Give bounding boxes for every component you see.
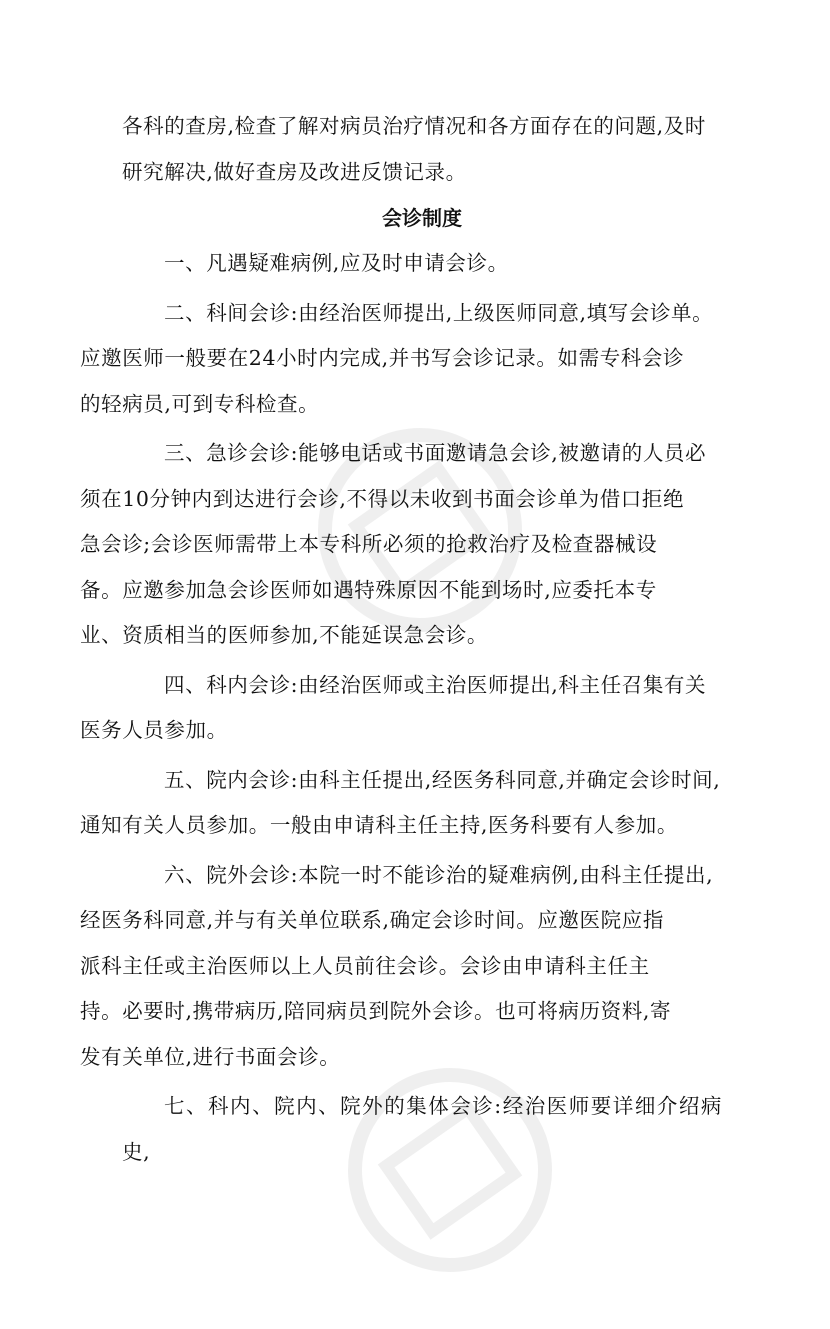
item-3-line-2: 须在10分钟内到达进行会诊,不得以未收到书面会诊单为借口拒绝 (80, 486, 685, 511)
item-5-paragraph (80, 758, 722, 849)
item-3-line-4: 备。应邀参加急会诊医师如遇特殊原因不能到场时,应委托本专 (80, 577, 657, 602)
document-body (80, 104, 722, 1175)
item-6-line-2: 经医务科同意,并与有关单位联系,确定会诊时间。应邀医院应指 (80, 908, 664, 932)
item-1-line-1: 一、凡遇疑难病例,应及时申请会诊。 (164, 251, 509, 275)
item-6-paragraph (80, 853, 722, 1081)
intro-line-2: 研究解决,做好查房及改进反馈记录。 (122, 159, 467, 184)
item-3-line-1: 三、急诊会诊:能够电话或书面邀请急会诊,被邀请的人员必 (164, 441, 707, 465)
item-3-line-3: 急会诊;会诊医师需带上本专科所必须的抢救治疗及检查器械设 (80, 532, 658, 556)
item-6-line-1: 六、院外会诊:本院一时不能诊治的疑难病例,由科主任提出, (164, 862, 714, 887)
intro-line-1: 各科的查房,检查了解对病员治疗情况和各方面存在的问题,及时 (122, 114, 706, 138)
item-6-line-3: 派科主任或主治医师以上人员前往会诊。会诊由申请科主任主 (80, 953, 650, 978)
item-2-line-1: 二、科间会诊:由经治医师提出,上级医师同意,填写会诊单。 (164, 300, 714, 325)
item-2-line-2: 应邀医师一般要在24小时内完成,并书写会诊记录。如需专科会诊 (80, 346, 685, 370)
item-3-line-5: 业、资质相当的医师参加,不能延误急会诊。 (80, 623, 489, 647)
item-5-line-2: 通知有关人员参加。一般由申请科主任主持,医务科要有人参加。 (80, 813, 678, 837)
item-2-line-3: 的轻病员,可到专科检查。 (80, 391, 320, 416)
section-title: 会诊制度 (382, 206, 462, 230)
item-4-paragraph (80, 663, 722, 754)
item-1-paragraph (122, 241, 722, 287)
item-7-line-1: 七、科内、院内、院外的集体会诊:经治医师要详细介绍病史, (122, 1094, 722, 1164)
item-6-line-5: 发有关单位,进行书面会诊。 (80, 1044, 341, 1069)
item-5-line-1: 五、院内会诊:由科主任提出,经医务科同意,并确定会诊时间, (164, 767, 721, 792)
item-4-line-2: 医务人员参加。 (80, 718, 228, 742)
item-6-line-4: 持。必要时,携带病历,陪同病员到院外会诊。也可将病历资料,寄 (80, 999, 672, 1023)
item-2-paragraph (80, 291, 722, 428)
item-7-paragraph (122, 1084, 722, 1175)
intro-paragraph (122, 104, 722, 195)
item-3-paragraph (80, 431, 722, 659)
item-4-line-1: 四、科内会诊:由经治医师或主治医师提出,科主任召集有关 (164, 672, 707, 697)
